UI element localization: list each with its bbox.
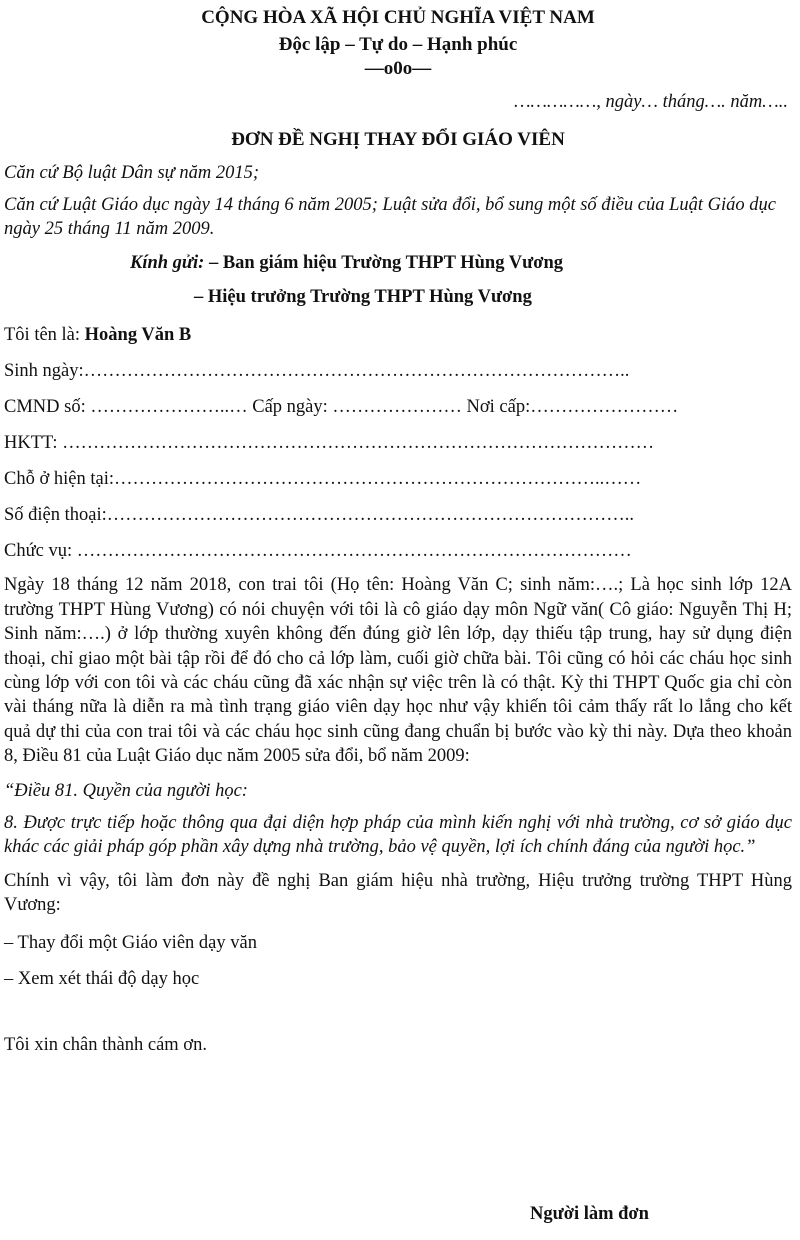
- document-title: ĐƠN ĐỀ NGHỊ THAY ĐỔI GIÁO VIÊN: [231, 129, 565, 151]
- name-label: Tôi tên là:: [4, 325, 85, 346]
- id-card-field: CMND số: …………………..… Cấp ngày: ………………… Nơi cấp:……………………: [4, 397, 679, 418]
- request-item-1: – Thay đổi một Giáo viên dạy văn: [4, 932, 257, 953]
- dob-field: Sinh ngày:……………………………………………………………………………..: [4, 361, 630, 382]
- signer-label: Người làm đơn: [530, 1204, 649, 1224]
- position-field: Chức vụ: ………………………………………………………………………………: [4, 541, 632, 562]
- phone-field: Số điện thoại:…………………………………………………………………………..: [4, 505, 635, 526]
- law-quote-heading: “Điều 81. Quyền của người học:: [4, 780, 248, 801]
- national-motto: Độc lập – Tự do – Hạnh phúc: [278, 33, 518, 55]
- country-name: CỘNG HÒA XÃ HỘI CHỦ NGHĨA VIỆT NAM: [201, 7, 595, 28]
- recipient-lead: Kính gửi:: [130, 252, 205, 273]
- request-paragraph: Chính vì vậy, tôi làm đơn này đề nghị Ban giám hiệu nhà trường, Hiệu trưởng trường THPT Hùng Vương:: [4, 870, 792, 915]
- legal-basis-1: Căn cứ Bộ luật Dân sự năm 2015;: [4, 162, 260, 183]
- recipients-block: [4, 251, 792, 309]
- complaint-paragraph: Ngày 18 tháng 12 năm 2018, con trai tôi (Họ tên: Hoàng Văn C; sinh năm:….; Là học sinh lớp 12A trường THPT Hùng Vương) có nói chuyện với tôi là cô giáo dạy môn Ngữ văn( Cô giáo: Nguyễn Thị H; Sinh năm:….) ở lớp thường xuyên không đến đúng giờ lên lớp, dạy thiếu tập trung, hay sử dụng điện thoại, chỉ giao một bài tập rồi để đó cho cả lớp làm, cuối giờ chữa bài. Tôi cũng có hỏi các cháu học sinh cùng lớp với con tôi và các cháu cũng đã xác nhận sự việc trên là có thật. Kỳ thi THPT Quốc gia chỉ còn vài tháng nữa là diễn ra mà tình trạng giáo viên dạy học như vậy khiến tôi cảm thấy rất lo lắng cho kết quả dự thi của con trai tôi và các cháu học sinh cũng đang chuẩn bị bước vào kỳ thi này. Dựa theo khoản 8, Điều 81 của Luật Giáo dục năm 2005 sửa đổi, bổ năm 2009:: [4, 575, 792, 767]
- current-address-field: Chỗ ở hiện tại:……………………………………………………………………..……: [4, 469, 642, 490]
- law-quote-text: 8. Được trực tiếp hoặc thông qua đại diện hợp pháp của mình kiến nghị với nhà trường, cơ sở giáo dục khác các giải pháp góp phần xây dựng nhà trường, bảo vệ quyền, lợi ích chính đáng của người học.”: [4, 812, 792, 857]
- legal-basis-2: Căn cứ Luật Giáo dục ngày 14 tháng 6 năm 2005; Luật sửa đổi, bổ sung một số điều của Luật Giáo dục ngày 25 tháng 11 năm 2009.: [4, 194, 776, 239]
- place-date-line: ……………, ngày… tháng…. năm…..: [514, 92, 788, 113]
- thanks-line: Tôi xin chân thành cám ơn.: [4, 1034, 207, 1055]
- national-header: [4, 0, 792, 82]
- recipient-line-1: [4, 251, 792, 275]
- header-ornament: —o0o—: [364, 58, 432, 80]
- recipient-2: – Hiệu trưởng Trường THPT Hùng Vương: [194, 286, 532, 307]
- recipient-1: – Ban giám hiệu Trường THPT Hùng Vương: [204, 252, 563, 273]
- name-value: Hoàng Văn B: [84, 325, 192, 346]
- name-field: [4, 323, 792, 347]
- request-item-2: – Xem xét thái độ dạy học: [4, 968, 200, 989]
- residence-field: HKTT: ……………………………………………………………………………………: [4, 433, 655, 454]
